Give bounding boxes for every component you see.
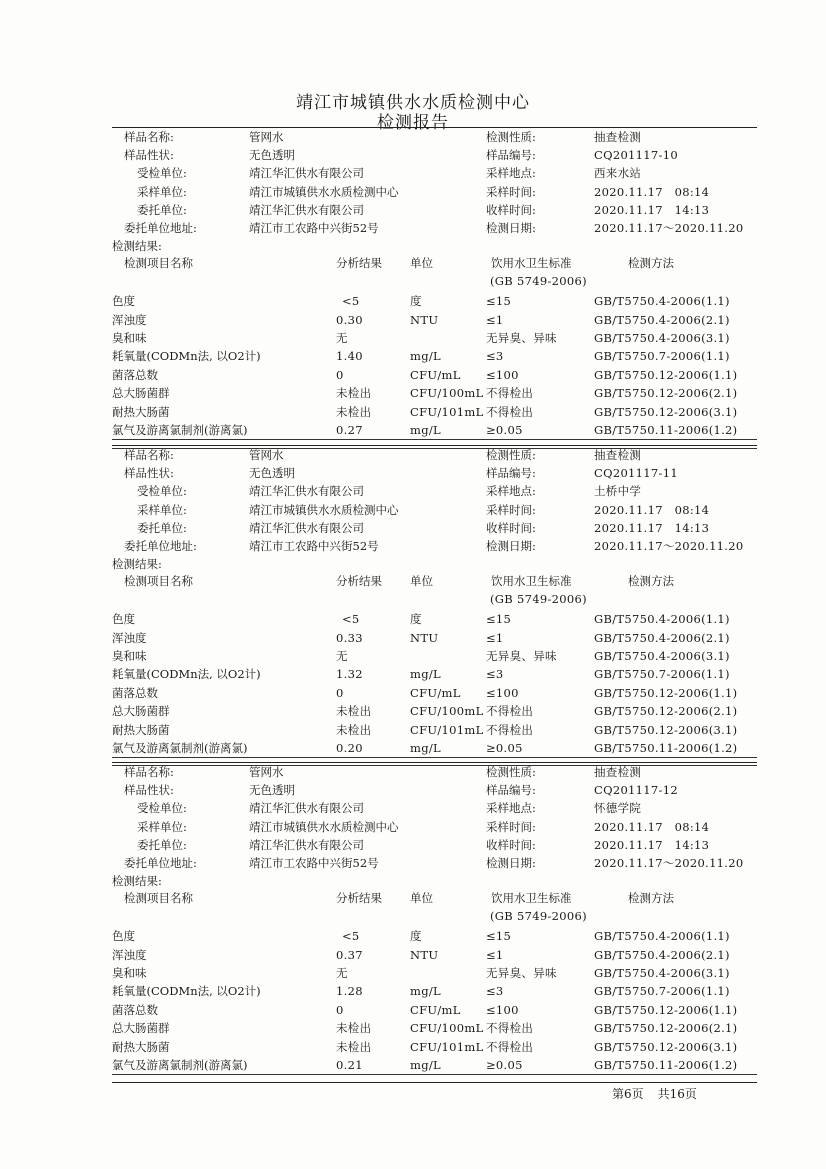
- cell-standard: ≥0.05: [486, 1058, 523, 1072]
- cell-item: 色度: [112, 929, 135, 944]
- cell-unit: mg/L: [410, 741, 441, 755]
- cell-standard: ≤100: [486, 1002, 519, 1017]
- label-test-nature: 检测性质:: [486, 448, 536, 462]
- cell-result: 未检出: [336, 386, 372, 401]
- value-sample-no: CQ201117-11: [594, 466, 678, 481]
- value-test-nature: 抽查检测: [594, 765, 642, 779]
- cell-item: 总大肠菌群: [112, 386, 170, 401]
- cell-unit: mg/L: [410, 667, 441, 682]
- cell-standard: 不得检出: [486, 1021, 534, 1036]
- cell-standard: ≤1: [486, 947, 504, 962]
- header-standard: 饮用水卫生标准: [491, 891, 572, 906]
- label-inspected-unit: 受检单位:: [137, 484, 187, 499]
- value-client-address: 靖江市工农路中兴街52号: [249, 539, 379, 553]
- report-title: 检测报告: [377, 113, 449, 133]
- value-sampling-unit: 靖江市城镇供水水质检测中心: [249, 184, 399, 199]
- cell-standard: 无异臭、异味: [486, 331, 557, 345]
- cell-result: 0.21: [336, 1058, 363, 1072]
- cell-method: GB/T5750.4-2006(1.1): [594, 612, 730, 627]
- cell-unit: mg/L: [410, 349, 441, 364]
- label-sample-no: 样品编号:: [486, 466, 536, 481]
- cell-result: 0.30: [336, 312, 363, 327]
- label-receive-time: 收样时间:: [486, 202, 536, 217]
- label-client-unit: 委托单位:: [137, 520, 187, 535]
- label-sampling-time: 采样时间:: [486, 502, 536, 517]
- cell-standard: 无异臭、异味: [486, 966, 557, 980]
- cell-method: GB/T5750.12-2006(2.1): [594, 386, 738, 401]
- cell-method: GB/T5750.12-2006(3.1): [594, 1039, 738, 1054]
- header-item: 检测项目名称: [124, 891, 193, 906]
- label-test-nature: 检测性质:: [486, 765, 536, 779]
- cell-method: GB/T5750.4-2006(3.1): [594, 966, 730, 980]
- cell-item: 色度: [112, 294, 135, 309]
- results-label: 检测结果:: [112, 557, 162, 572]
- results-label: 检测结果:: [112, 239, 162, 254]
- cell-item: 臭和味: [112, 331, 147, 345]
- cell-standard: ≤1: [486, 312, 504, 327]
- label-client-unit: 委托单位:: [137, 202, 187, 217]
- header-unit: 单位: [410, 891, 433, 906]
- label-receive-time: 收样时间:: [486, 520, 536, 535]
- section-divider: [112, 762, 757, 763]
- value-sampling-site: 土桥中学: [594, 484, 642, 499]
- cell-item: 菌落总数: [112, 1002, 158, 1017]
- label-sample-property: 样品性状:: [124, 783, 174, 798]
- cell-unit: CFU/101mL: [410, 722, 484, 737]
- value-sample-property: 无色透明: [249, 148, 295, 163]
- cell-method: GB/T5750.12-2006(2.1): [594, 704, 738, 719]
- cell-item: 浑浊度: [112, 630, 147, 645]
- cell-unit: 度: [410, 612, 422, 627]
- cell-standard: ≤3: [486, 984, 504, 999]
- value-test-date: 2020.11.17～2020.11.20: [594, 856, 744, 870]
- cell-item: 菌落总数: [112, 685, 158, 700]
- cell-item: 菌落总数: [112, 367, 158, 382]
- header-standard-code: (GB 5749-2006): [490, 592, 587, 607]
- cell-standard: ≥0.05: [486, 741, 523, 755]
- cell-standard: 不得检出: [486, 722, 534, 737]
- label-sample-property: 样品性状:: [124, 148, 174, 163]
- value-client-address: 靖江市工农路中兴街52号: [249, 221, 379, 235]
- label-sample-name: 样品名称:: [124, 448, 174, 462]
- label-sample-property: 样品性状:: [124, 466, 174, 481]
- cell-unit: CFU/100mL: [410, 704, 484, 719]
- cell-method: GB/T5750.4-2006(3.1): [594, 331, 730, 345]
- cell-result: <5: [342, 294, 360, 309]
- label-client-address: 委托单位地址:: [124, 539, 197, 553]
- cell-result: 无: [336, 331, 348, 345]
- cell-result: 未检出: [336, 404, 372, 419]
- cell-result: 1.28: [336, 984, 363, 999]
- label-test-date: 检测日期:: [486, 221, 536, 235]
- cell-standard: ≤100: [486, 367, 519, 382]
- value-sampling-site: 西来水站: [594, 166, 642, 181]
- header-method: 检测方法: [628, 891, 674, 906]
- value-inspected-unit: 靖江华汇供水有限公司: [249, 166, 364, 181]
- header-unit: 单位: [410, 574, 433, 589]
- cell-standard: ≤1: [486, 630, 504, 645]
- cell-method: GB/T5750.11-2006(1.2): [594, 741, 738, 755]
- cell-item: 耐热大肠菌: [112, 404, 170, 419]
- cell-item: 耐热大肠菌: [112, 722, 170, 737]
- cell-standard: ≤100: [486, 685, 519, 700]
- cell-method: GB/T5750.7-2006(1.1): [594, 667, 730, 682]
- cell-unit: CFU/mL: [410, 1002, 461, 1017]
- cell-unit: CFU/100mL: [410, 1021, 484, 1036]
- label-client-address: 委托单位地址:: [124, 221, 197, 235]
- label-sampling-site: 采样地点:: [486, 801, 536, 816]
- cell-result: 未检出: [336, 722, 372, 737]
- cell-standard: 不得检出: [486, 1039, 534, 1054]
- cell-item: 臭和味: [112, 649, 147, 663]
- value-test-date: 2020.11.17～2020.11.20: [594, 539, 744, 553]
- value-sample-name: 管网水: [249, 130, 284, 144]
- cell-item: 总大肠菌群: [112, 704, 170, 719]
- header-result: 分析结果: [336, 891, 382, 906]
- cell-result: 未检出: [336, 704, 372, 719]
- label-test-date: 检测日期:: [486, 539, 536, 553]
- label-sampling-unit: 采样单位:: [137, 819, 187, 834]
- label-sampling-time: 采样时间:: [486, 184, 536, 199]
- cell-unit: 度: [410, 929, 422, 944]
- cell-unit: CFU/100mL: [410, 386, 484, 401]
- value-sample-property: 无色透明: [249, 466, 295, 481]
- header-standard: 饮用水卫生标准: [491, 574, 572, 589]
- cell-item: 氯气及游离氯制剂(游离氯): [112, 741, 248, 755]
- value-inspected-unit: 靖江华汇供水有限公司: [249, 801, 364, 816]
- label-client-unit: 委托单位:: [137, 837, 187, 852]
- cell-unit: NTU: [410, 630, 439, 645]
- cell-method: GB/T5750.4-2006(2.1): [594, 630, 730, 645]
- cell-result: 1.32: [336, 667, 363, 682]
- cell-unit: NTU: [410, 312, 439, 327]
- label-sample-name: 样品名称:: [124, 765, 174, 779]
- cell-standard: ≤15: [486, 929, 512, 944]
- cell-item: 耗氧量(CODMn法, 以O2计): [112, 667, 261, 682]
- value-sampling-unit: 靖江市城镇供水水质检测中心: [249, 819, 399, 834]
- cell-standard: 不得检出: [486, 704, 534, 719]
- value-sampling-time: 2020.11.17 08:14: [594, 184, 710, 199]
- value-receive-time: 2020.11.17 14:13: [594, 837, 710, 852]
- section-divider: [112, 127, 757, 128]
- value-sampling-unit: 靖江市城镇供水水质检测中心: [249, 502, 399, 517]
- cell-item: 耗氧量(CODMn法, 以O2计): [112, 349, 261, 364]
- cell-standard: 不得检出: [486, 386, 534, 401]
- label-sampling-time: 采样时间:: [486, 819, 536, 834]
- cell-unit: CFU/mL: [410, 685, 461, 700]
- label-sample-name: 样品名称:: [124, 130, 174, 144]
- header-unit: 单位: [410, 256, 433, 271]
- cell-method: GB/T5750.4-2006(2.1): [594, 312, 730, 327]
- cell-result: 未检出: [336, 1039, 372, 1054]
- cell-method: GB/T5750.12-2006(1.1): [594, 1002, 738, 1017]
- label-sampling-site: 采样地点:: [486, 484, 536, 499]
- section-divider-thin: [112, 448, 757, 449]
- header-method: 检测方法: [628, 574, 674, 589]
- value-sample-property: 无色透明: [249, 783, 295, 798]
- page-total: 共16页: [657, 1087, 697, 1101]
- value-sample-name: 管网水: [249, 765, 284, 779]
- cell-method: GB/T5750.12-2006(3.1): [594, 404, 738, 419]
- label-sample-no: 样品编号:: [486, 783, 536, 798]
- value-receive-time: 2020.11.17 14:13: [594, 520, 710, 535]
- value-client-unit: 靖江华汇供水有限公司: [249, 837, 364, 852]
- cell-item: 浑浊度: [112, 312, 147, 327]
- label-sampling-unit: 采样单位:: [137, 502, 187, 517]
- cell-method: GB/T5750.12-2006(3.1): [594, 722, 738, 737]
- cell-item: 氯气及游离氯制剂(游离氯): [112, 423, 248, 437]
- footer-divider: [112, 1082, 757, 1083]
- cell-result: <5: [342, 612, 360, 627]
- cell-method: GB/T5750.4-2006(1.1): [594, 929, 730, 944]
- results-label: 检测结果:: [112, 874, 162, 889]
- value-client-unit: 靖江华汇供水有限公司: [249, 202, 364, 217]
- cell-result: 0: [336, 367, 344, 382]
- cell-method: GB/T5750.4-2006(2.1): [594, 947, 730, 962]
- cell-result: 无: [336, 966, 348, 980]
- value-test-nature: 抽查检测: [594, 448, 642, 462]
- cell-item: 臭和味: [112, 966, 147, 980]
- cell-result: 0.37: [336, 947, 363, 962]
- header-method: 检测方法: [628, 256, 674, 271]
- value-client-address: 靖江市工农路中兴街52号: [249, 856, 379, 870]
- label-test-date: 检测日期:: [486, 856, 536, 870]
- cell-result: 未检出: [336, 1021, 372, 1036]
- cell-item: 浑浊度: [112, 947, 147, 962]
- cell-result: 无: [336, 649, 348, 663]
- header-item: 检测项目名称: [124, 574, 193, 589]
- cell-unit: mg/L: [410, 984, 441, 999]
- value-sampling-site: 怀德学院: [594, 801, 642, 816]
- cell-result: 0.20: [336, 741, 363, 755]
- cell-item: 总大肠菌群: [112, 1021, 170, 1036]
- report-org-title: 靖江市城镇供水水质检测中心: [296, 93, 530, 113]
- cell-method: GB/T5750.12-2006(2.1): [594, 1021, 738, 1036]
- cell-item: 氯气及游离氯制剂(游离氯): [112, 1058, 248, 1072]
- cell-method: GB/T5750.7-2006(1.1): [594, 984, 730, 999]
- page-number: 第6页: [612, 1087, 644, 1101]
- cell-result: 0.33: [336, 630, 363, 645]
- section-divider-thin: [112, 765, 757, 766]
- cell-result: 0: [336, 1002, 344, 1017]
- label-sampling-site: 采样地点:: [486, 166, 536, 181]
- label-receive-time: 收样时间:: [486, 837, 536, 852]
- value-sample-name: 管网水: [249, 448, 284, 462]
- cell-standard: ≥0.05: [486, 423, 523, 437]
- cell-standard: ≤15: [486, 612, 512, 627]
- label-sample-no: 样品编号:: [486, 148, 536, 163]
- cell-method: GB/T5750.7-2006(1.1): [594, 349, 730, 364]
- value-sample-no: CQ201117-12: [594, 783, 678, 798]
- cell-method: GB/T5750.11-2006(1.2): [594, 423, 738, 437]
- cell-standard: ≤3: [486, 349, 504, 364]
- cell-unit: NTU: [410, 947, 439, 962]
- cell-result: 0: [336, 685, 344, 700]
- section-bottom-line: [112, 439, 757, 440]
- section-divider: [112, 445, 757, 446]
- cell-standard: ≤3: [486, 667, 504, 682]
- cell-unit: CFU/101mL: [410, 1039, 484, 1054]
- cell-result: 1.40: [336, 349, 363, 364]
- cell-item: 耐热大肠菌: [112, 1039, 170, 1054]
- value-receive-time: 2020.11.17 14:13: [594, 202, 710, 217]
- cell-result: <5: [342, 929, 360, 944]
- page-footer: [612, 1085, 711, 1102]
- cell-unit: 度: [410, 294, 422, 309]
- cell-item: 色度: [112, 612, 135, 627]
- label-inspected-unit: 受检单位:: [137, 166, 187, 181]
- value-test-nature: 抽查检测: [594, 130, 642, 144]
- label-sampling-unit: 采样单位:: [137, 184, 187, 199]
- header-result: 分析结果: [336, 574, 382, 589]
- value-inspected-unit: 靖江华汇供水有限公司: [249, 484, 364, 499]
- cell-unit: CFU/101mL: [410, 404, 484, 419]
- section-bottom-line: [112, 757, 757, 758]
- section-bottom-line: [112, 1074, 757, 1075]
- cell-unit: CFU/mL: [410, 367, 461, 382]
- header-standard: 饮用水卫生标准: [491, 256, 572, 271]
- cell-standard: 不得检出: [486, 404, 534, 419]
- cell-standard: 无异臭、异味: [486, 649, 557, 663]
- cell-method: GB/T5750.12-2006(1.1): [594, 685, 738, 700]
- cell-method: GB/T5750.4-2006(3.1): [594, 649, 730, 663]
- label-inspected-unit: 受检单位:: [137, 801, 187, 816]
- cell-method: GB/T5750.11-2006(1.2): [594, 1058, 738, 1072]
- label-test-nature: 检测性质:: [486, 130, 536, 144]
- cell-result: 0.27: [336, 423, 363, 437]
- cell-item: 耗氧量(CODMn法, 以O2计): [112, 984, 261, 999]
- header-result: 分析结果: [336, 256, 382, 271]
- value-client-unit: 靖江华汇供水有限公司: [249, 520, 364, 535]
- header-standard-code: (GB 5749-2006): [490, 274, 587, 289]
- cell-method: GB/T5750.12-2006(1.1): [594, 367, 738, 382]
- value-sampling-time: 2020.11.17 08:14: [594, 819, 710, 834]
- cell-method: GB/T5750.4-2006(1.1): [594, 294, 730, 309]
- header-item: 检测项目名称: [124, 256, 193, 271]
- header-standard-code: (GB 5749-2006): [490, 909, 587, 924]
- cell-unit: mg/L: [410, 423, 441, 437]
- cell-unit: mg/L: [410, 1058, 441, 1072]
- cell-standard: ≤15: [486, 294, 512, 309]
- label-client-address: 委托单位地址:: [124, 856, 197, 870]
- value-sampling-time: 2020.11.17 08:14: [594, 502, 710, 517]
- value-test-date: 2020.11.17～2020.11.20: [594, 221, 744, 235]
- value-sample-no: CQ201117-10: [594, 148, 678, 163]
